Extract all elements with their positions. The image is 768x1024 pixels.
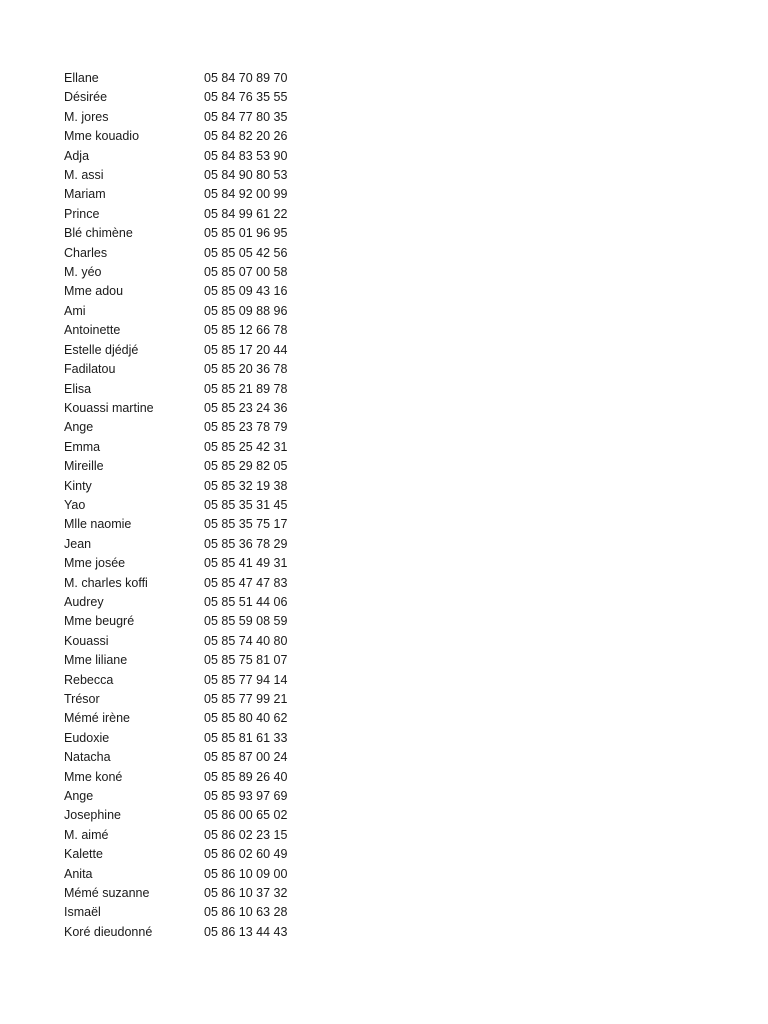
- contact-row: [64, 612, 324, 631]
- contact-name: Koré dieudonné: [64, 924, 153, 939]
- contact-row: [64, 166, 324, 185]
- contact-name: Yao: [64, 497, 86, 512]
- contact-name: Rebecca: [64, 672, 114, 687]
- contact-name: Ange: [64, 420, 94, 435]
- contact-name: Natacha: [64, 750, 111, 765]
- contact-phone: 05 85 41 49 31: [204, 556, 288, 571]
- contact-row: [64, 282, 324, 301]
- contact-row: [64, 185, 324, 204]
- contact-name: Elisa: [64, 381, 92, 396]
- contact-name: Kinty: [64, 478, 92, 493]
- contact-phone: 05 85 29 82 05: [204, 459, 288, 474]
- contact-name: Ellane: [64, 71, 99, 85]
- contact-phone: 05 85 51 44 06: [204, 594, 288, 609]
- contact-phone: 05 85 09 88 96: [204, 303, 288, 318]
- contact-phone: 05 85 17 20 44: [204, 342, 288, 357]
- contact-phone: 05 85 32 19 38: [204, 478, 288, 493]
- contact-row: [64, 515, 324, 534]
- contact-name: Fadilatou: [64, 362, 116, 377]
- contact-row: [64, 108, 324, 127]
- contact-row: [64, 360, 324, 379]
- contact-row: [64, 709, 324, 728]
- contact-phone: 05 86 02 23 15: [204, 827, 288, 842]
- contact-phone: 05 84 99 61 22: [204, 206, 288, 221]
- contact-phone: 05 84 90 80 53: [204, 168, 288, 183]
- contact-name: Mme adou: [64, 284, 124, 299]
- contact-row: [64, 341, 324, 360]
- contact-phone: 05 85 23 24 36: [204, 400, 288, 415]
- contact-row: [64, 632, 324, 651]
- contact-name: Mme beugré: [64, 614, 135, 629]
- contact-row: [64, 729, 324, 748]
- contact-name: Mémé irène: [64, 711, 130, 726]
- contact-row: [64, 593, 324, 612]
- contact-phone: 05 85 93 97 69: [204, 789, 288, 804]
- contact-row: [64, 865, 324, 884]
- contact-row: [64, 884, 324, 903]
- contact-name: Adja: [64, 148, 90, 163]
- contact-name: Mariam: [64, 187, 106, 202]
- contact-phone: 05 85 87 00 24: [204, 750, 288, 765]
- contact-phone: 05 85 47 47 83: [204, 575, 288, 590]
- contact-row: [64, 554, 324, 573]
- contact-row: [64, 321, 324, 340]
- contact-phone: 05 84 82 20 26: [204, 129, 288, 144]
- contact-name: Josephine: [64, 808, 121, 823]
- contact-row: [64, 651, 324, 670]
- contact-phone: 05 85 12 66 78: [204, 323, 288, 338]
- contact-row: [64, 690, 324, 709]
- contact-row: [64, 806, 324, 825]
- contact-row: [64, 380, 324, 399]
- contact-phone: 05 85 81 61 33: [204, 730, 288, 745]
- contact-row: [64, 496, 324, 515]
- contact-name: Eudoxie: [64, 730, 110, 745]
- contact-row: [64, 263, 324, 282]
- contact-name: Mme kouadio: [64, 129, 140, 144]
- contact-row: [64, 418, 324, 437]
- contact-row: [64, 826, 324, 845]
- contact-name: Désirée: [64, 90, 108, 105]
- contact-name: Mme liliane: [64, 653, 128, 668]
- contact-phone: 05 86 02 60 49: [204, 847, 288, 862]
- contact-rows: [64, 69, 324, 942]
- contact-phone: 05 84 77 80 35: [204, 109, 288, 124]
- contact-name: Audrey: [64, 594, 104, 609]
- contact-phone: 05 86 10 09 00: [204, 866, 288, 881]
- contact-row: [64, 845, 324, 864]
- contact-phone: 05 85 89 26 40: [204, 769, 288, 784]
- contact-row: [64, 748, 324, 767]
- contact-row: [64, 147, 324, 166]
- contact-row: [64, 69, 324, 88]
- contact-phone: 05 85 35 31 45: [204, 497, 288, 512]
- contact-row: [64, 477, 324, 496]
- contact-name: M. yéo: [64, 265, 102, 280]
- contact-row: [64, 671, 324, 690]
- contact-row: [64, 768, 324, 787]
- contact-phone: 05 86 00 65 02: [204, 808, 288, 823]
- contact-phone: 05 85 21 89 78: [204, 381, 288, 396]
- contact-table: [64, 69, 324, 942]
- contact-name: Mme koné: [64, 769, 123, 784]
- contact-phone: 05 85 01 96 95: [204, 226, 288, 241]
- contact-name: Anita: [64, 866, 93, 881]
- contact-phone: 05 84 92 00 99: [204, 187, 288, 202]
- contact-name: Blé chimène: [64, 226, 133, 241]
- contact-phone: 05 86 13 44 43: [204, 924, 288, 939]
- contact-name: M. assi: [64, 168, 104, 183]
- contact-row: [64, 787, 324, 806]
- contact-name: Trésor: [64, 692, 100, 706]
- contact-phone: 05 85 20 36 78: [204, 362, 288, 377]
- contact-name: Mlle naomie: [64, 517, 132, 532]
- contact-name: Mme josée: [64, 556, 126, 571]
- contact-row: [64, 457, 324, 476]
- contact-row: [64, 302, 324, 321]
- contact-phone: 05 84 76 35 55: [204, 90, 288, 105]
- contact-row: [64, 88, 324, 107]
- contact-row: [64, 205, 324, 224]
- contact-phone: 05 85 75 81 07: [204, 653, 288, 668]
- contact-name: M. aimé: [64, 827, 109, 842]
- contact-phone: 05 86 10 37 32: [204, 886, 288, 901]
- contact-name: Ange: [64, 789, 94, 804]
- contact-phone: 05 85 09 43 16: [204, 284, 288, 299]
- contact-phone: 05 85 35 75 17: [204, 517, 288, 532]
- contact-name: Kalette: [64, 847, 103, 862]
- contact-phone: 05 85 77 94 14: [204, 672, 288, 687]
- contact-name: M. jores: [64, 109, 109, 124]
- contact-row: [64, 535, 324, 554]
- contact-name: Charles: [64, 245, 108, 260]
- contact-row: [64, 224, 324, 243]
- contact-row: [64, 923, 324, 942]
- contact-phone: 05 84 70 89 70: [204, 71, 288, 85]
- contact-name: Mireille: [64, 459, 104, 474]
- contact-name: Estelle djédjé: [64, 342, 139, 357]
- contact-phone: 05 85 77 99 21: [204, 692, 288, 706]
- contact-name: Ismaël: [64, 905, 101, 920]
- contact-row: [64, 438, 324, 457]
- contact-row: [64, 903, 324, 922]
- contact-name: Ami: [64, 303, 86, 318]
- contact-phone: 05 84 83 53 90: [204, 148, 288, 163]
- contact-phone: 05 85 23 78 79: [204, 420, 288, 435]
- contact-phone: 05 86 10 63 28: [204, 905, 288, 920]
- contact-name: Kouassi: [64, 633, 109, 648]
- contact-row: [64, 244, 324, 263]
- contact-phone: 05 85 36 78 29: [204, 536, 288, 551]
- contact-phone: 05 85 59 08 59: [204, 614, 288, 629]
- contact-phone: 05 85 74 40 80: [204, 633, 288, 648]
- contact-name: Prince: [64, 206, 100, 221]
- contact-phone: 05 85 05 42 56: [204, 245, 288, 260]
- contact-name: Jean: [64, 536, 92, 551]
- contact-phone: 05 85 25 42 31: [204, 439, 288, 454]
- contact-name: Kouassi martine: [64, 400, 154, 415]
- contact-row: [64, 399, 324, 418]
- contact-phone: 05 85 80 40 62: [204, 711, 288, 726]
- contact-name: Emma: [64, 439, 101, 454]
- contact-name: Mémé suzanne: [64, 886, 150, 901]
- contact-row: [64, 127, 324, 146]
- contact-phone: 05 85 07 00 58: [204, 265, 288, 280]
- contact-name: M. charles koffi: [64, 575, 148, 590]
- contact-name: Antoinette: [64, 323, 121, 338]
- contact-row: [64, 574, 324, 593]
